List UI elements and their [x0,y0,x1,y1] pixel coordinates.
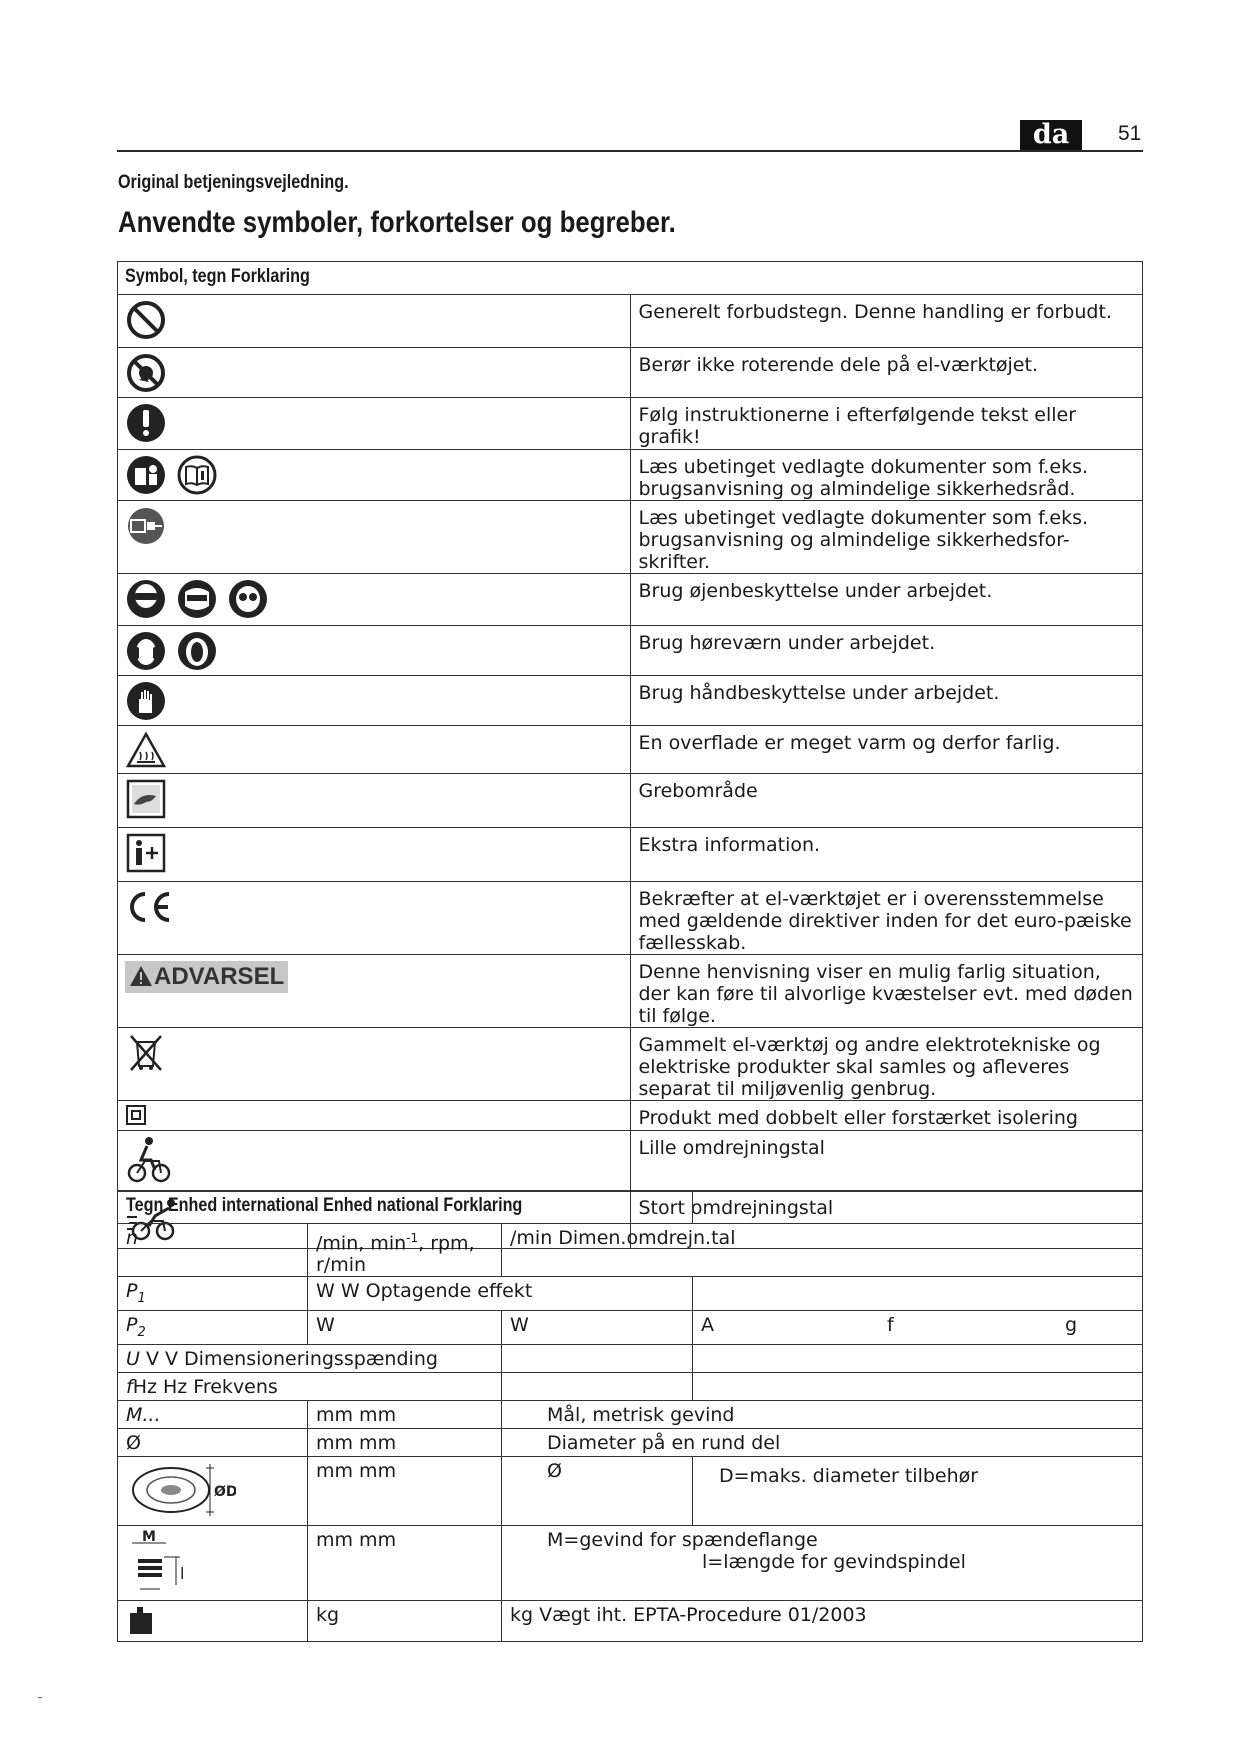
fold-mark [38,1697,42,1698]
table-row: fHz Hz Frekvens [118,1372,1143,1400]
table-row: Lille omdrejningstal [118,1131,1143,1191]
warning-label: ADVARSEL [125,961,288,993]
table-row: Følg instruktionerne i efterfølgende tekst eller grafik! [118,398,1143,450]
ce-mark-icon [125,886,175,928]
language-badge: da [1020,120,1082,150]
double-insulation-icon [125,1104,147,1126]
table-row: Grebområde [118,774,1143,828]
table-row: Brug høreværn under arbejdet. [118,626,1143,676]
no-touch-rotating-icon [125,352,167,394]
symbols-table [117,261,1143,1249]
table-row: Produkt med dobbelt eller forstærket isolering [118,1101,1143,1131]
table-row: Brug øjenbeskyttelse under arbejdet. [118,574,1143,626]
table-row: kg kg Vægt iht. EPTA-Procedure 01/2003 [118,1600,1143,1641]
info-icon [125,832,167,874]
table-row: Ø mm mm Diameter på en rund del [118,1428,1143,1456]
eye-protection-icon [125,578,167,620]
units-table [117,1191,1143,1642]
svg-text:l: l [180,1563,185,1583]
table-row: $P_1$ W W Optagende effekt [118,1277,1143,1311]
table-row: Stort omdrejningstal [118,1191,1143,1249]
table-row: Gammelt el-værktøj og andre elektrotekniske og elektriske produkter skal samles og afleveres separat til miljøvenlig genbrug. [118,1028,1143,1101]
goggles-icon [227,578,269,620]
read-manual-icon [125,454,167,496]
table-row: Ekstra information. [118,828,1143,882]
table-header: Symbol, tegn Forklaring [125,266,310,287]
table-row: Bekræfter at el-værktøjet er i overensstemmelse med gældende direktiver inden for det euro-pæiske fællesskab. [118,882,1143,955]
table-row: $P_2$ W W A f g [118,1311,1143,1345]
svg-text:M: M [142,1528,156,1545]
grip-area-icon [125,778,167,820]
disc-diameter-icon [126,1460,236,1520]
book-info-icon [176,454,218,496]
ear-muff-icon [176,630,218,672]
table-row: ØD mm mm Ø D=maks. diameter tilbehør [118,1456,1143,1525]
prohibition-icon [125,299,167,341]
section-title: Anvendte symboler, forkortelser og begreber. [118,206,676,239]
hand-protection-icon [125,680,167,722]
hearing-protection-icon [125,630,167,672]
table-row: U V V Dimensioneringsspænding [118,1344,1143,1372]
table-row: En overflade er meget varm og derfor farlig. [118,726,1143,774]
unplug-icon [125,505,167,547]
spindle-thread-icon [126,1529,196,1595]
table-row: Læs ubetinget vedlagte dokumenter som f.eks. brugsanvisning og almindelige sikkerhedsfor-skrifter. [118,501,1143,574]
table-header: Tegn Enhed international Enhed national Forklaring [126,1195,523,1216]
table-row: M... mm mm Mål, metrisk gevind [118,1400,1143,1428]
table-row: n /min, $\min^{-1}$, rpm, r/min /min Dimen.omdrejn.tal [118,1224,1143,1277]
table-header-row [118,262,1143,295]
svg-text:ØD: ØD [214,1483,236,1500]
table-row: Berør ikke roterende dele på el-værktøjet. [118,348,1143,398]
table-row: Læs ubetinget vedlagte dokumenter som f.eks. brugsanvisning og almindelige sikkerhedsråd. [118,450,1143,501]
table-row: Brug håndbeskyttelse under arbejdet. [118,676,1143,726]
document-subtitle: Original betjeningsvejledning. [118,172,349,193]
hot-surface-icon [125,730,167,772]
weight-icon [126,1604,156,1636]
table-row: M l mm mm M=gevind for spændeflange l=længde for gevindspindel [118,1525,1143,1600]
page-number: 51 [1118,122,1142,145]
table-row: Generelt forbudstegn. Denne handling er forbudt. [118,295,1143,348]
header-rule [117,150,1143,152]
table-header-row [118,1192,1143,1224]
weee-bin-icon [125,1032,167,1074]
exclamation-icon [125,402,167,444]
slow-speed-icon [125,1135,173,1185]
table-row: ADVARSEL Denne henvisning viser en mulig farlig situation, der kan føre til alvorlige kvæstelser evt. med døden til følge. [118,955,1143,1028]
face-shield-icon [176,578,218,620]
warning-triangle-icon [129,965,153,987]
